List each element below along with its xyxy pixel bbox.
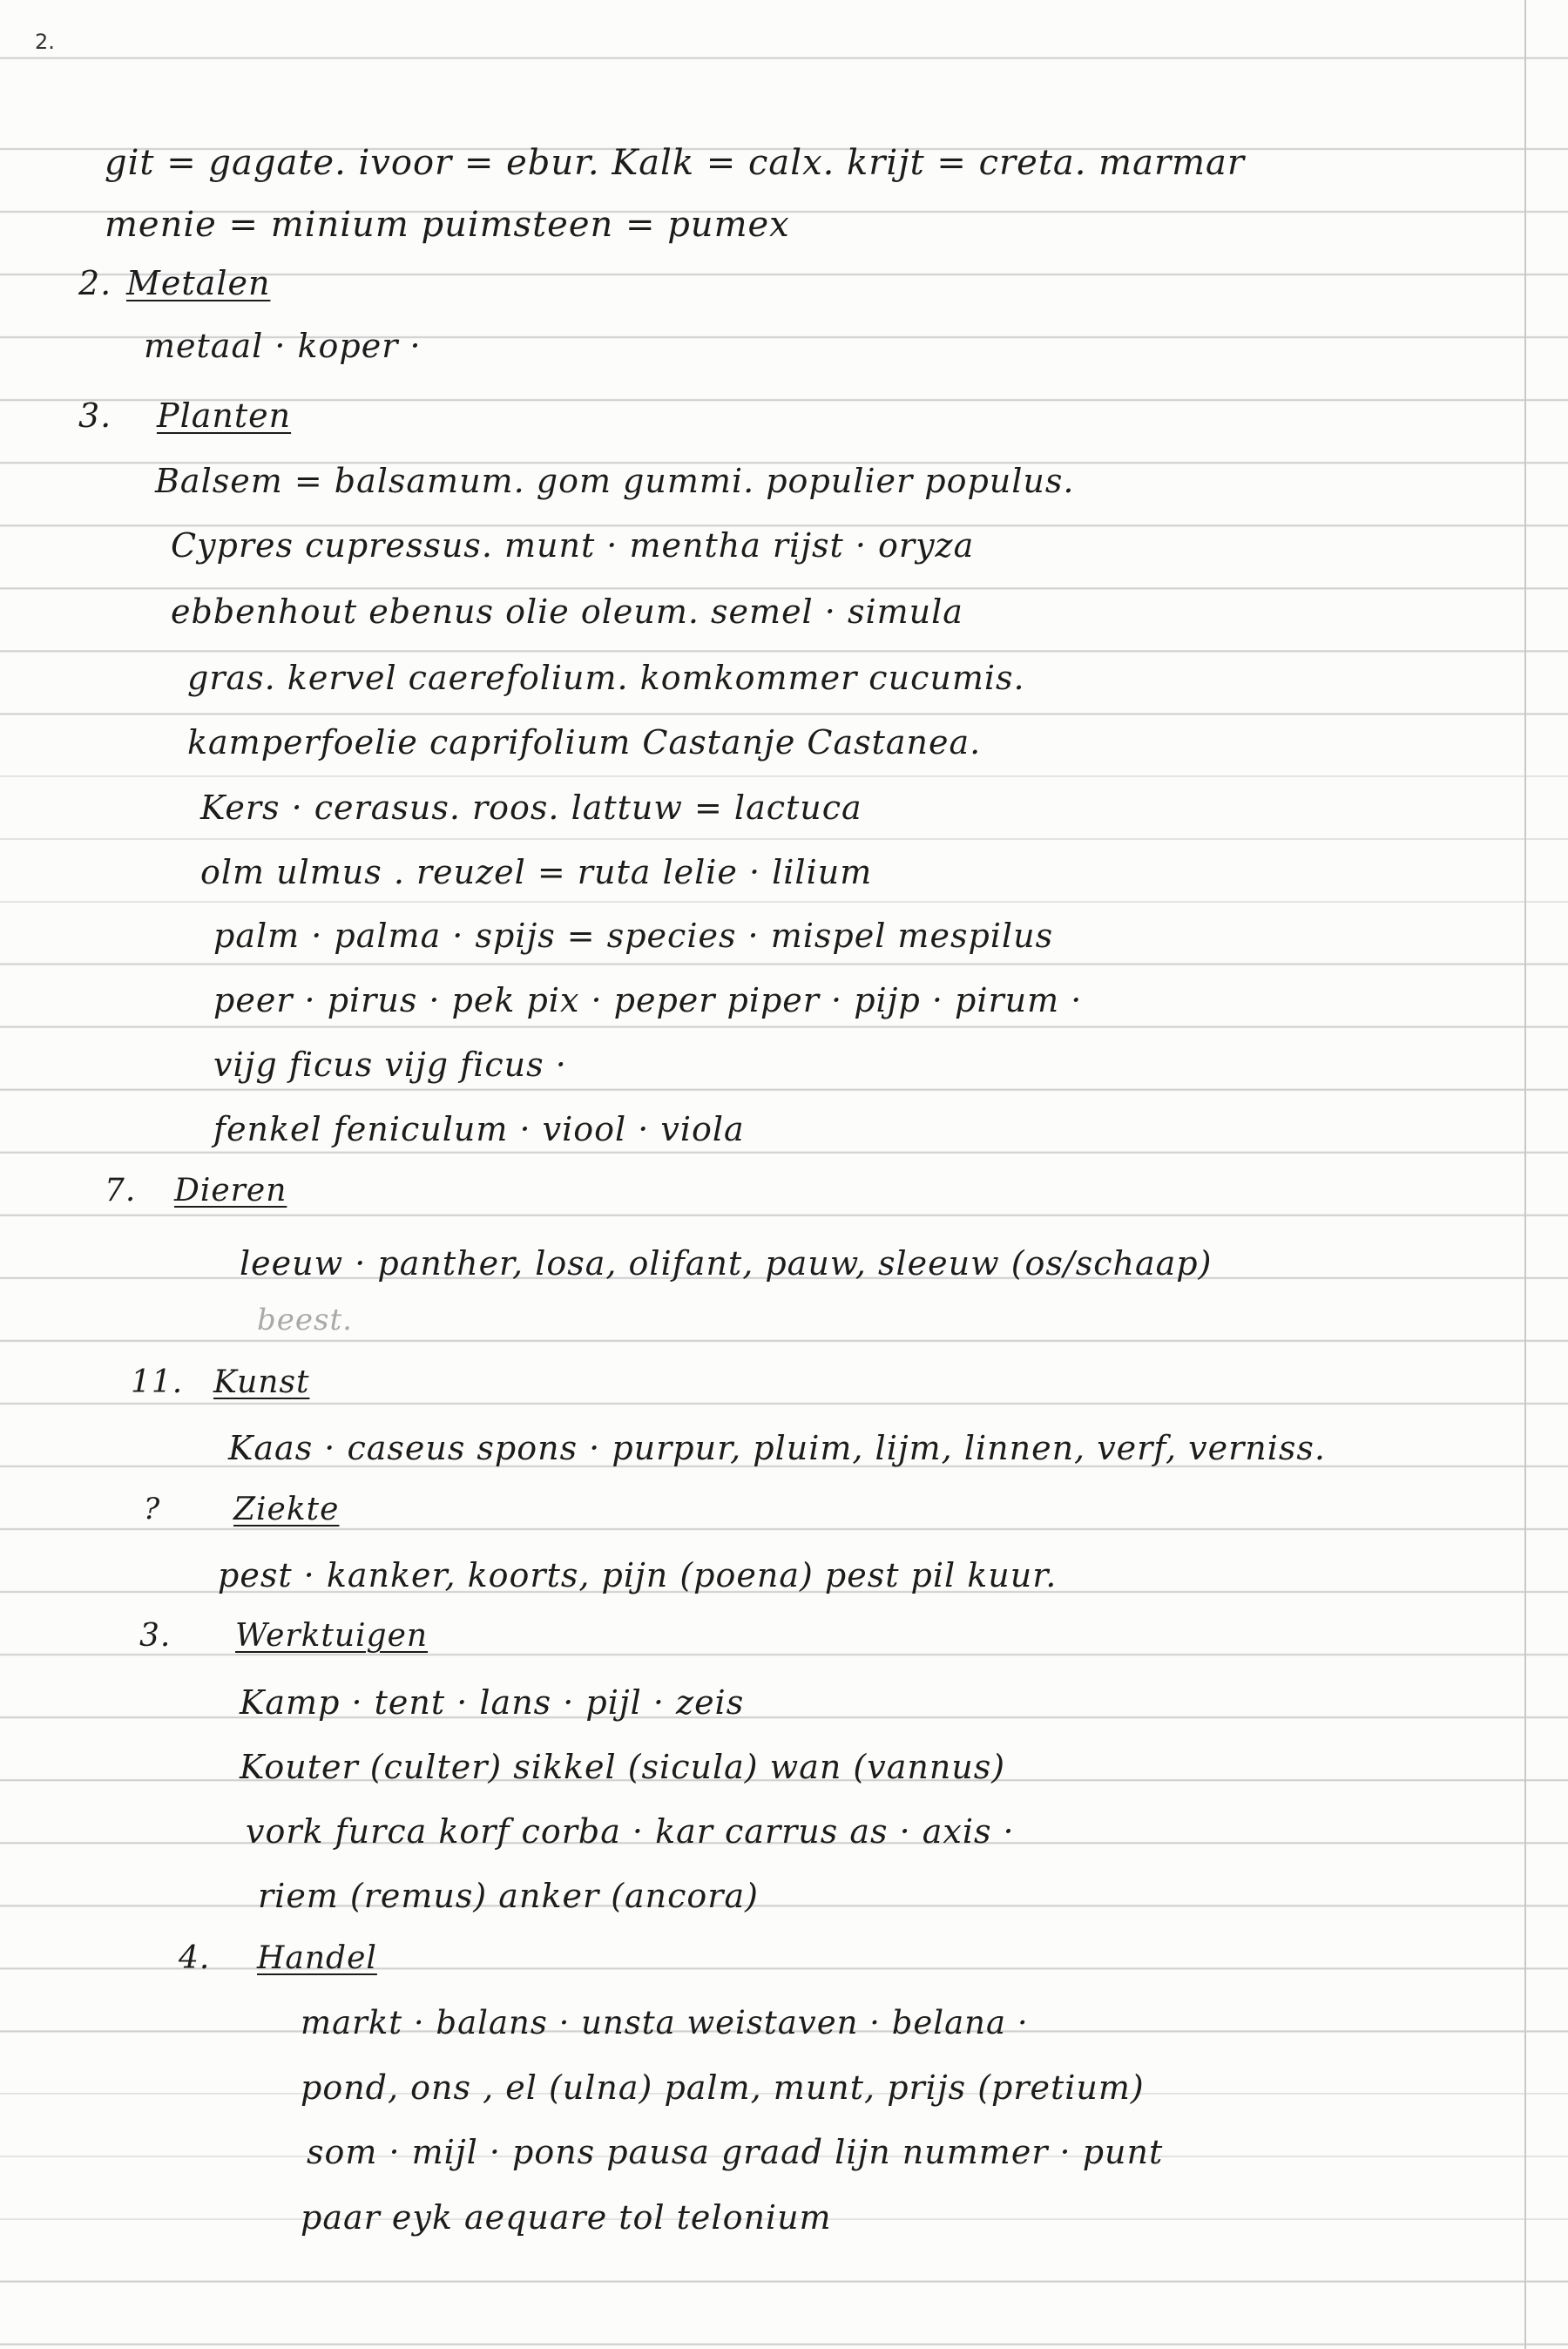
line-tools: Kamp · tent · lans · pijl · zeis: [240, 1683, 745, 1722]
line-plants: kamperfoelie caprifolium Castanje Castanea.: [187, 723, 982, 762]
line-trade: paar eyk aequare tol telonium: [301, 2198, 832, 2237]
line-plants: ebbenhout ebenus olie oleum. semel · simula: [171, 592, 963, 631]
heading-trade: Handel: [257, 1940, 377, 1976]
heading-tools: Werktuigen: [235, 1618, 429, 1654]
line-tools: riem (remus) anker (ancora): [258, 1877, 759, 1915]
heading-disease: Ziekte: [233, 1492, 340, 1527]
section-marker: 3.: [139, 1618, 172, 1654]
line-gemstones: git = gagate. ivoor = ebur. Kalk = calx. krijt = creta. marmar: [105, 143, 1245, 183]
section-marker: 4.: [179, 1940, 211, 1976]
line-plants: Kers · cerasus. roos. lattuw = lactuca: [200, 789, 862, 827]
line-trade: som · mijl · pons pausa graad lijn nummer · punt: [307, 2133, 1164, 2171]
heading-animals: Dieren: [174, 1173, 287, 1208]
line-disease: pest · kanker, koorts, pijn (poena) pest pil kuur.: [218, 1556, 1058, 1594]
section-marker: 2.: [78, 264, 112, 302]
heading-metals: Metalen: [126, 264, 271, 302]
line-plants: palm · palma · spijs = species · mispel mespilus: [213, 917, 1054, 955]
section-marker: 7.: [105, 1173, 137, 1208]
line-trade: pond, ons , el (ulna) palm, munt, prijs (pretium): [301, 2068, 1145, 2107]
line-minerals: menie = minium puimsteen = pumex: [105, 205, 790, 245]
line-tools: Kouter (culter) sikkel (sicula) wan (vannus): [240, 1748, 1006, 1786]
heading-art: Kunst: [213, 1364, 310, 1400]
line-plants: peer · pirus · pek pix · peper piper · pijp · pirum ·: [213, 981, 1083, 1019]
line-plants: olm ulmus . reuzel = ruta lelie · lilium: [200, 853, 873, 891]
line-plants: vijg ficus vijg ficus ·: [213, 1046, 567, 1084]
margin-rule: [1524, 0, 1526, 2349]
line-trade: markt · balans · unsta weistaven · belana ·: [301, 2004, 1029, 2041]
line-plants: gras. kervel caerefolium. komkommer cucumis.: [187, 659, 1025, 697]
section-marker: 3.: [78, 396, 112, 435]
line-animals: leeuw · panther, losa, olifant, pauw, sleeuw (os/schaap): [240, 1244, 1213, 1283]
line-tools: vork furca korf corba · kar carrus as · axis ·: [246, 1812, 1015, 1851]
line-animals-faded: beest.: [257, 1303, 353, 1337]
section-marker: 11.: [131, 1364, 184, 1400]
line-plants: Cypres cupressus. munt · mentha rijst · oryza: [171, 526, 975, 565]
heading-plants: Planten: [157, 396, 292, 435]
line-plants: fenkel feniculum · viool · viola: [213, 1110, 745, 1148]
page-number: 2.: [35, 30, 55, 54]
line-metals: metaal · koper ·: [144, 327, 422, 365]
line-plants: Balsem = balsamum. gom gummi. populier populus.: [155, 462, 1075, 500]
section-marker: ?: [144, 1492, 161, 1527]
line-art: Kaas · caseus spons · purpur, pluim, lijm, linnen, verf, verniss.: [228, 1429, 1327, 1467]
